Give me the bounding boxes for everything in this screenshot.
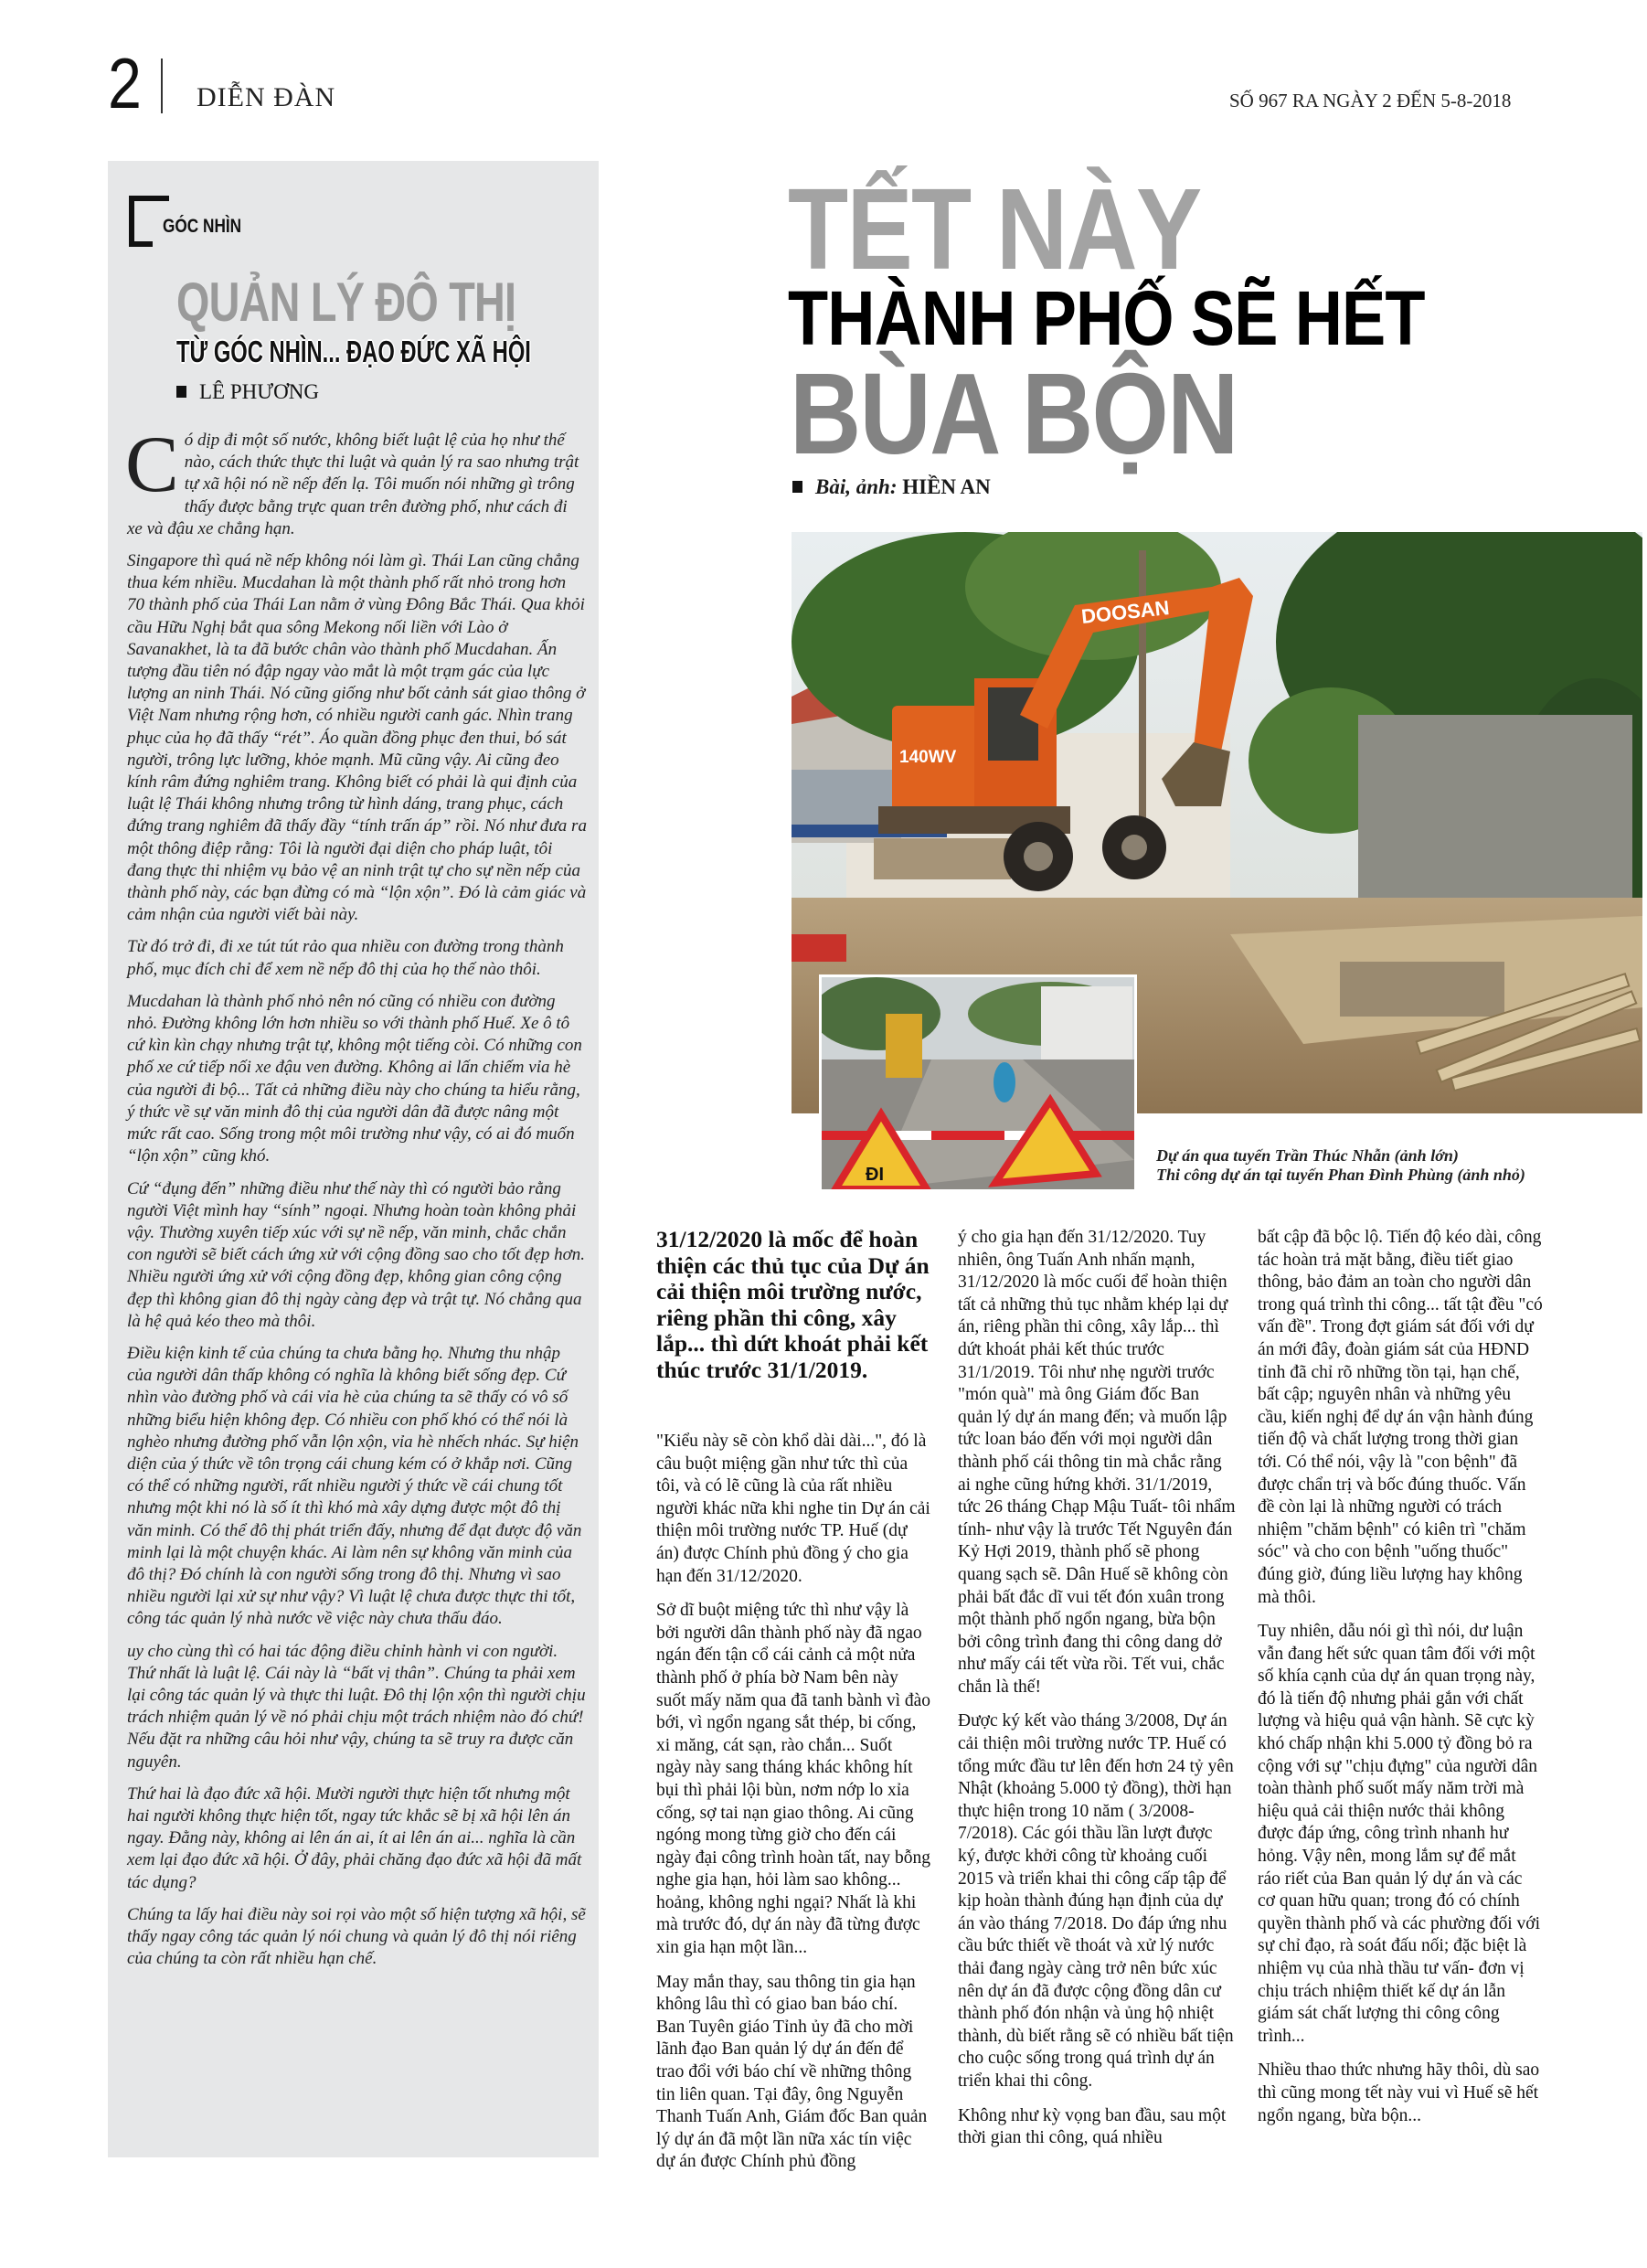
sidebar-paragraph: Điều kiện kinh tế của chúng ta chưa bằng họ. Nhưng thu nhập của người dân thấp không có nghĩa là không biết sống đẹp. Cứ nhìn vào đường phố và cái vỉa hè của chúng ta sẽ thấy có vô số những biểu hiện không đẹp. Có nhiều con phố khó có thể nói là nghèo nhưng đường phố vẫn lộn xộn, vỉa hè nhếch nhác. Sự hiện diện của ý thức về tôn trọng cái chung kém có ở khắp nơi. Cũng có thể có những người, rất nhiều người ý thức về cái chung tốt nhưng một khi nó là số ít thì khó mà xây dựng được một đô thị văn minh. Có thể đô thị phát triển đấy, nhưng để đạt được độ văn minh lại là một chuyện khác. Ai làm nên sự không văn minh của đô thị? Đó chính là con người sống trong đô thị. Nhưng vì sao nhiều người lại xử sự như vậy? Vì luật lệ chưa được thực thi tốt, công tác quản lý nhà nước về việc này chưa thấu đáo. [127, 1343, 582, 1629]
sign-text: ĐI [866, 1165, 884, 1185]
inset-photo-road-works [819, 974, 1137, 1192]
article-paragraph: May mắn thay, sau thông tin gia hạn không lâu thì có giao ban báo chí. Ban Tuyên giáo Tỉnh ủy đã cho mời lãnh đạo Ban quản lý dự án đến để trao đổi với báo chí về những thông tin liên quan. Tại đây, ông Nguyễn Thanh Tuấn Anh, Giám đốc Ban quản lý dự án đã một lần nữa xác tín việc dự án được Chính phủ đồng [656, 1972, 928, 2172]
photo-caption [1156, 1146, 1525, 1185]
article-paragraph: Được ký kết vào tháng 3/2008, Dự án cải thiện môi trường nước TP. Huế có tổng mức đầu tư lên đến hơn 24 tỷ yên Nhật (khoảng 5.000 tỷ đồng), thời hạn thực hiện trong 10 năm ( 3/2008- 7/2018). Các gói thầu lần lượt được ký, được khởi công từ khoảng cuối 2015 và triển khai thi công cấp tập để kịp hoàn thành đúng hạn định của dự án vào tháng 7/2018. Do đáp ứng nhu cầu bức thiết về thoát và xử lý nước thải đang ngày càng trở nên bức xúc nên dự án đã được cộng đồng dân cư thành phố đón nhận và ủng hộ nhiệt thành, dù biết rằng sẽ có nhiều bất tiện cho cuộc sống trong quá trình dự án triển khai thi công. [958, 1711, 1234, 2091]
headline-line-2: THÀNH PHỐ SẼ HẾT [788, 275, 1425, 361]
sidebar-body [125, 421, 587, 1980]
article-paragraph: "Kiểu này sẽ còn khổ dài dài...", đó là câu buột miệng gần như tức thì của tôi, và có lẽ cũng là của rất nhiều người khác nữa khi nghe tin Dự án cải thiện môi trường nước TP. Huế (dự án) được Chính phủ đồng ý cho gia hạn đến 31/12/2020. [656, 1432, 930, 1586]
headline-line-1: TẾT NÀY [788, 165, 1201, 293]
kicker-bracket-icon [129, 196, 153, 247]
page-number: 2 [108, 43, 142, 123]
caption-line: Thi công dự án tại tuyến Phan Đình Phùng (ảnh nhỏ) [1156, 1166, 1525, 1184]
headline-line-3: BÙA BỘN [790, 349, 1238, 478]
article-paragraph: Không như kỳ vọng ban đầu, sau một thời gian thi công, quá nhiều [958, 2105, 1227, 2148]
article-paragraph: Sở dĩ buột miệng tức thì như vậy là bởi người dân thành phố này đã ngao ngán đến tận cổ cái cảnh cả một nửa thành phố ở phía bờ Nam bên này suốt mấy năm qua đã tanh bành vì đào bới, vì ngổn ngang sắt thép, bi cống, xi măng, cát sạn, rào chắn... Suốt ngày này sang tháng khác không hít bụi thì phải lội bùn, nơm nớp lo xỉa cống, sợ tai nạn giao thông. Ai cũng ngóng mong từng giờ cho đến cái ngày đại công trình hoàn tất, nay bỗng nghe gia hạn, hỏi làm sao không... hoảng, không nghi ngại? Nhất là khi mà trước đó, dự án này đã từng được xin gia hạn một lần... [656, 1601, 931, 1958]
drop-cap: C [125, 421, 179, 509]
header-divider [161, 59, 163, 113]
photo-brand-text: DOOSAN [1079, 596, 1171, 628]
byline-name: HIỀN AN [902, 475, 991, 498]
sidebar-paragraph: Cứ “đụng đến” những điều như thế này thì có người bảo rằng người Việt mình hay “sính” ngoại. Nhưng hoàn toàn không phải vậy. Thường xuyên tiếp xúc với sự nề nếp, văn minh, chắc chắn con người sẽ biết cách ứng xử với cộng đồng sao cho tốt đẹp hơn. Nhiều người ứng xử với cộng đồng đẹp, không gian công cộng đẹp thì không gian đô thị ngày càng đẹp và trật tự. Nó chẳng qua là hệ quả kéo theo mà thôi. [127, 1178, 586, 1331]
sidebar-paragraph: Singapore thì quá nề nếp không nói làm gì. Thái Lan cũng chẳng thua kém nhiều. Mucdahan là một thành phố rất nhỏ trong hơn 70 thành phố của Thái Lan nằm ở vùng Đông Bắc Thái. Qua khỏi cầu Hữu Nghị bắt qua sông Mekong nối liền với Lào ở Savanakhet, là ta đã bước chân vào thành phố Mucdahan. Ấn tượng đầu tiên nó đập ngay vào mắt là một trạm gác của lực lượng an ninh Thái. Nó cũng giống như bốt cảnh sát giao thông ở Việt Nam nhưng rộng hơn, có nhiều người canh gác. Nhìn trang phục của họ đã thấy “rét”. Áo quần đồng phục đen thui, bó sát người, trông lực lưỡng, khỏe mạnh. Mũ cũng vậy. Ai cũng đeo kính râm đứng nghiêm trang. Không biết có phải là qui định của luật lệ Thái không nhưng trông từ hình dáng, trang phục, cách đứng trang nghiêm đã thấy đầy “tính trấn áp” rồi. Nó như đưa ra một thông điệp rằng: Tôi là người đại diện cho pháp luật, tôi đang thực thi nhiệm vụ bảo vệ an ninh trật tự cho sự nền nếp của thành phố này, các bạn đừng có mà “lộn xộn”. Đó là cảm giác và cảm nhận của người viết bài này. [127, 551, 587, 925]
bullet-square-icon [176, 386, 186, 398]
byline-label: Bài, ảnh: [815, 475, 898, 498]
sidebar-paragraph [125, 421, 587, 540]
sidebar-title: QUẢN LÝ ĐÔ THỊ [176, 272, 516, 333]
section-name: DIỄN ĐÀN [197, 82, 336, 112]
sidebar-paragraph: uy cho cùng thì có hai tác động điều chỉnh hành vi con người. Thứ nhất là luật lệ. Cái này là “bất vị thân”. Chúng ta phải xem lại công tác quản lý và thực thi luật. Đô thị lộn xộn thì người chịu trách nhiệm quản lý về nó phải chịu một trách nhiệm nào đó chứ! Nếu đặt ra những câu hỏi như vậy, chúng ta sẽ truy ra được căn nguyên. [127, 1641, 586, 1772]
sidebar-author [176, 380, 319, 404]
sidebar-paragraph: Chúng ta lấy hai điều này soi rọi vào một số hiện tượng xã hội, sẽ thấy ngay công tác quản lý nói chung và quản lý đô thị nói riêng của chúng ta còn rất nhiều hạn chế. [127, 1904, 586, 1969]
sidebar-paragraph: Từ đó trở đi, đi xe tút tút rảo qua nhiều con đường trong thành phố, mục đích chỉ để xem nề nếp đô thị của họ thế nào thôi. [127, 937, 564, 979]
paragraph-text: ó dịp đi một số nước, không biết luật lệ của họ như thế nào, cách thức thực thi luật và quản lý ra sao nhưng trật tự xã hội nó nề nếp đến lạ. Tôi muốn nói những gì trông thấy được bằng trực quan trên đường phố, như cách đi xe và đậu xe chẳng hạn. [127, 431, 579, 538]
article-column-2 [958, 1227, 1237, 2162]
sidebar-subtitle: TỪ GÓC NHÌN... ĐẠO ĐỨC XÃ HỘI [176, 335, 531, 368]
article-paragraph: Tuy nhiên, dẫu nói gì thì nói, dư luận vẫn đang hết sức quan tâm đối với một số khía cạnh của dự án quan trọng này, đó là tiến độ nhưng phải gắn với chất lượng và hiệu quả vận hành. Sẽ cực kỳ khó chấp nhận khi 5.000 tỷ đồng bỏ ra cộng với sự "chịu đựng" của người dân toàn thành phố suốt mấy năm trời mà hiệu quả cải thiện nước thải không được đáp ứng, công trình nhanh hư hỏng. Vậy nên, mong lắm sự để mắt ráo riết của Ban quản lý dự án và các cơ quan hữu quan; trong đó có chính quyền thành phố và các phường đối với sự chỉ đạo, rà soát đấu nối; đặc biệt là nhiệm vụ của nhà thầu tư vấn- đơn vị chịu trách nhiệm thiết kế dự án lẫn giám sát chất lượng thi công công trình... [1258, 1622, 1541, 2046]
article-column-1 [656, 1227, 930, 2186]
sidebar-paragraph: Thứ hai là đạo đức xã hội. Mười người thực hiện tốt nhưng một hai người không thực hiện tốt, ngay tức khắc sẽ bị xã hội lên án ngay. Đằng này, không ai lên án ai, ít ai lên án ai... nghĩa là cần xem lại đạo đức xã hội. Ở đây, phải chăng đạo đức xã hội đã mất tác dụng? [127, 1784, 582, 1892]
bullet-square-icon [792, 481, 802, 493]
sidebar-kicker: GÓC NHÌN [163, 216, 242, 237]
article-lead: 31/12/2020 là mốc để hoàn thiện các thủ tục của Dự án cải thiện môi trường nước, riêng phần thi công, xây lắp... thì dứt khoát phải kết thúc trước 31/1/2019. [656, 1226, 930, 1383]
issue-info: SỐ 967 RA NGÀY 2 ĐẾN 5-8-2018 [1229, 90, 1512, 112]
photo-model-text: 140WV [899, 748, 957, 767]
sidebar-paragraph: Mucdahan là thành phố nhỏ nên nó cũng có nhiều con đường nhỏ. Đường không lớn hơn nhiều so với thành phố Huế. Xe ô tô cứ kìn kìn chạy nhưng trật tự, không một tiếng còi. Có những con phố xe cứ tiếp nối xe đậu ven đường. Không ai lấn chiếm vỉa hè của người đi bộ... Tất cả những điều này cho chúng ta hiểu rằng, ý thức về sự văn minh đô thị của người dân đã được nâng một mức rất cao. Sống trong một môi trường như vậy, có ai đó muốn “lộn xộn” cũng khó. [127, 991, 582, 1166]
article-paragraph: ý cho gia hạn đến 31/12/2020. Tuy nhiên, ông Tuấn Anh nhấn mạnh, 31/12/2020 là mốc cuối để hoàn thiện tất cả những thủ tục nhằm khép lại dự án, riêng phần thi công, xây lắp... thì dứt khoát phải kết thúc trước 31/1/2019. Tôi như nhẹ người trước "món quà" mà ông Giám đốc Ban quản lý dự án mang đến; và muốn lập tức loan báo đến với mọi người dân thành phố cái thông tin mà chắc rằng ai nghe cũng hứng khởi. 31/1/2019, tức 26 tháng Chạp Mậu Tuất- tôi nhẩm tính- như vậy là trước Tết Nguyên đán Kỷ Hợi 2019, thành phố sẽ phong quang sạch sẽ. Dân Huế sẽ không còn phải bất đắc dĩ vui tết đón xuân trong một thành phố ngổn ngang, bừa bộn bởi công trình đang thi công dang dở như mấy cái tết vừa rồi. Tết vui, chắc chắn là thế! [958, 1228, 1236, 1697]
article-paragraph: bất cập đã bộc lộ. Tiến độ kéo dài, công tác hoàn trả mặt bằng, điều tiết giao thông, bảo đảm an toàn cho người dân trong quá trình thi công... tất tật đều "có vấn đề". Trong đợt giám sát đối với dự án mới đây, đoàn giám sát của HĐND tỉnh đã chỉ rõ những tồn tại, hạn chế, bất cập; nguyên nhân và những yêu cầu, kiến nghị để dự án vận hành đúng tiến độ và chất lượng trong thời gian tới. Có thể nói, vậy là "con bệnh" đã được chẩn trị và bốc đúng thuốc. Vấn đề còn lại là những người có trách nhiệm "chăm bệnh" có kiên trì "chăm sóc" và cho con bệnh "uống thuốc" đúng giờ, đúng liều lượng hay không mà thôi. [1258, 1228, 1543, 1607]
caption-line: Dự án qua tuyến Trần Thúc Nhẫn (ảnh lớn) [1156, 1146, 1459, 1165]
article-column-3 [1258, 1227, 1543, 2139]
byline [792, 475, 991, 499]
sidebar-author-name: LÊ PHƯƠNG [199, 380, 319, 403]
article-paragraph: Nhiều thao thức nhưng hãy thôi, dù sao thì cũng mong tết này vui vì Huế sẽ hết ngổn ngang, bừa bộn... [1258, 2060, 1540, 2125]
